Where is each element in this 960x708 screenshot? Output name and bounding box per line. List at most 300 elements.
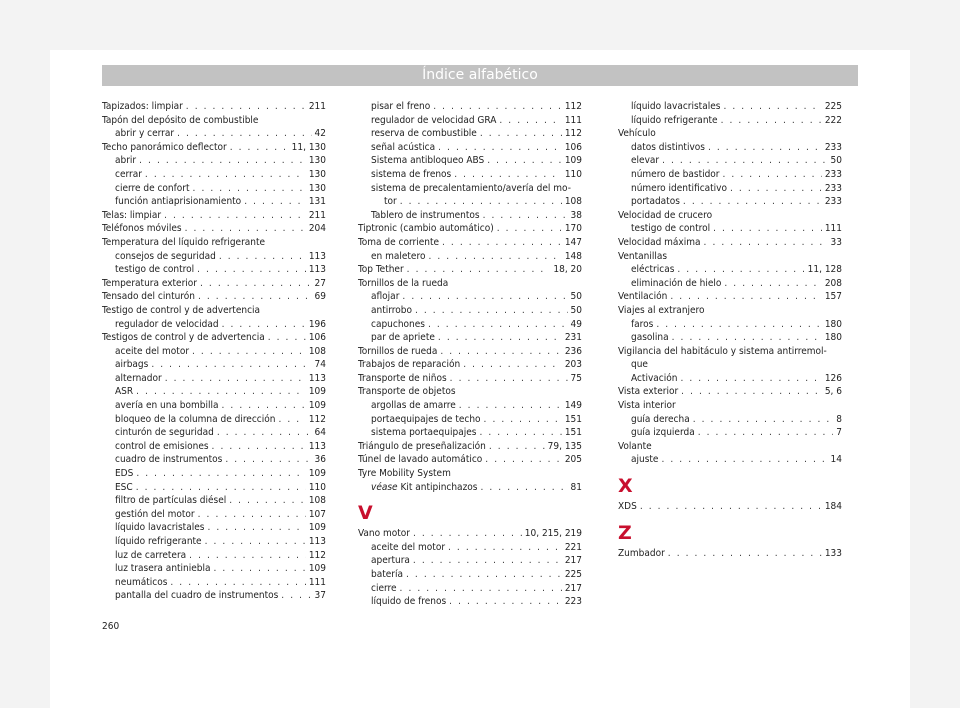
dot-leader xyxy=(450,372,568,386)
dot-leader xyxy=(139,154,306,168)
index-entry xyxy=(102,535,326,549)
index-entry-term: tor xyxy=(384,196,397,208)
dot-leader xyxy=(704,236,828,250)
index-heading: Ventanillas xyxy=(618,250,668,262)
index-entry-page: 113 xyxy=(308,440,326,452)
index-entry-page: 180 xyxy=(824,318,842,330)
dot-leader xyxy=(415,304,568,318)
index-entry-term: gestión del motor xyxy=(115,508,195,520)
index-entry-page: 5, 6 xyxy=(824,386,842,398)
index-entry xyxy=(618,263,842,277)
index-entry xyxy=(102,481,326,495)
index-heading: Velocidad de crucero xyxy=(618,209,713,221)
index-column-3 xyxy=(618,100,842,560)
dot-leader xyxy=(428,318,568,332)
index-entry-page: 133 xyxy=(824,547,842,559)
dot-leader xyxy=(483,209,568,223)
dot-leader xyxy=(198,508,306,522)
index-entry-term: consejos de seguridad xyxy=(115,250,216,262)
index-entry xyxy=(102,467,326,481)
index-entry xyxy=(102,508,326,522)
index-entry-term: Zumbador xyxy=(618,547,665,559)
dot-leader xyxy=(683,195,822,209)
dot-leader xyxy=(230,141,289,155)
dot-leader xyxy=(402,290,567,304)
index-entry-term xyxy=(371,481,477,495)
index-entry xyxy=(618,182,842,196)
index-entry-term: abrir y cerrar xyxy=(115,128,175,140)
index-heading: Temperatura del líquido refrigerante xyxy=(102,236,266,248)
index-entry-term: líquido lavacristales xyxy=(631,101,721,112)
dot-leader xyxy=(442,236,562,250)
header-title: Índice alfabético xyxy=(422,67,538,83)
dot-leader xyxy=(200,277,312,291)
index-entry-page: 233 xyxy=(824,182,842,194)
index-entry xyxy=(102,250,326,264)
index-entry-term: líquido refrigerante xyxy=(115,536,202,547)
index-entry xyxy=(618,547,842,561)
index-entry-page: 126 xyxy=(824,372,842,384)
index-entry-term: ajuste xyxy=(631,454,659,466)
index-entry-term: regulador de velocidad GRA xyxy=(371,114,497,126)
index-entry-term: Toma de corriente xyxy=(358,236,440,248)
index-entry xyxy=(618,331,842,345)
dot-leader xyxy=(485,453,562,467)
index-entry-term: líquido lavacristales xyxy=(115,522,205,534)
dot-leader xyxy=(164,209,306,223)
index-entry xyxy=(102,589,326,603)
index-entry-term: Trabajos de reparación xyxy=(358,359,461,371)
index-entry-term: Techo panorámico deflector xyxy=(102,141,227,153)
index-entry-term: datos distintivos xyxy=(631,141,705,153)
index-entry xyxy=(102,154,326,168)
dot-leader xyxy=(724,277,821,291)
dot-leader xyxy=(497,222,562,236)
index-entry-term: eléctricas xyxy=(631,264,675,276)
index-entry-page: 149 xyxy=(564,400,582,412)
index-entry-term: número de bastidor xyxy=(631,168,720,180)
index-entry-term: avería en una bombilla xyxy=(115,400,219,412)
index-entry-page: 27 xyxy=(314,277,326,289)
dot-leader xyxy=(672,331,822,345)
index-entry-term: Transporte de niños xyxy=(358,372,447,384)
index-entry-page: 113 xyxy=(308,372,326,384)
dot-leader xyxy=(189,549,306,563)
index-entry-term: batería xyxy=(371,569,403,580)
dot-leader xyxy=(479,426,561,440)
index-entry xyxy=(102,521,326,535)
index-section-letter: Z xyxy=(618,521,632,544)
dot-leader xyxy=(681,385,822,399)
index-entry-page: 203 xyxy=(564,359,582,371)
index-entry-term: líquido refrigerante xyxy=(631,114,718,126)
dot-leader xyxy=(480,481,567,495)
index-entry xyxy=(618,154,842,168)
index-section-letter: V xyxy=(358,502,373,525)
index-section-letter: X xyxy=(618,475,633,498)
index-entry-term: sistema portaequipajes xyxy=(371,427,477,439)
index-entry-page: 42 xyxy=(314,128,326,140)
index-entry-page: 225 xyxy=(824,101,842,112)
dot-leader xyxy=(670,290,822,304)
dot-leader xyxy=(484,413,562,427)
index-entry-page: 11, 128 xyxy=(807,264,842,276)
index-entry-page: 14 xyxy=(830,454,842,466)
index-entry-term: aceite del motor xyxy=(115,345,190,357)
dot-leader xyxy=(661,453,827,467)
index-entry xyxy=(618,114,842,128)
index-entry-term: portadatos xyxy=(631,196,680,208)
index-entry-page: 217 xyxy=(564,582,582,594)
dot-leader xyxy=(433,100,562,114)
index-entry xyxy=(102,426,326,440)
index-entry-term: reserva de combustible xyxy=(371,128,477,140)
index-entry xyxy=(358,236,582,250)
index-entry-page: 110 xyxy=(308,481,326,493)
index-entry-page: 111 xyxy=(824,223,842,235)
index-entry xyxy=(358,127,582,141)
index-entry xyxy=(358,141,582,155)
index-column-1 xyxy=(102,100,326,603)
index-entry-page: 109 xyxy=(308,563,326,575)
index-entry-page: 130 xyxy=(308,168,326,180)
index-entry-term: Tornillos de rueda xyxy=(358,345,438,357)
index-entry-term: Tensado del cinturón xyxy=(102,291,195,303)
index-entry xyxy=(358,595,582,609)
index-heading: que xyxy=(631,359,648,371)
dot-leader xyxy=(177,127,311,141)
index-entry xyxy=(358,440,582,454)
dot-leader xyxy=(136,385,306,399)
dot-leader xyxy=(205,535,306,549)
index-entry-term: cierre xyxy=(371,582,397,594)
index-entry xyxy=(358,568,582,582)
index-entry-term: bloqueo de la columna de dirección xyxy=(115,413,276,425)
index-entry-term: cuadro de instrumentos xyxy=(115,454,223,466)
index-entry xyxy=(618,222,842,236)
index-entry-page: 50 xyxy=(830,155,842,167)
index-entry-page: 18, 20 xyxy=(553,264,582,276)
index-entry xyxy=(358,168,582,182)
dot-leader xyxy=(222,399,306,413)
index-entry-page: 131 xyxy=(308,196,326,208)
index-heading: Testigo de control y de advertencia xyxy=(102,304,261,316)
dot-leader xyxy=(662,154,827,168)
index-entry xyxy=(102,372,326,386)
index-entry xyxy=(358,399,582,413)
index-see-reference: véase xyxy=(371,481,398,493)
dot-leader xyxy=(713,222,822,236)
index-entry-page: 205 xyxy=(564,454,582,466)
dot-leader xyxy=(677,263,804,277)
index-entry-term: regulador de velocidad xyxy=(115,318,219,330)
dot-leader xyxy=(214,562,306,576)
index-entry xyxy=(618,318,842,332)
index-entry-page: 109 xyxy=(308,468,326,480)
index-entry-page: 221 xyxy=(564,541,582,553)
index-entry xyxy=(358,453,582,467)
index-heading: Tornillos de la rueda xyxy=(358,277,449,289)
index-entry xyxy=(618,141,842,155)
index-entry xyxy=(102,263,326,277)
index-entry xyxy=(618,385,842,399)
index-entry-term: alternador xyxy=(115,372,162,384)
index-entry-term: Túnel de lavado automático xyxy=(358,454,483,466)
index-entry xyxy=(102,345,326,359)
index-entry-page: 74 xyxy=(314,359,326,371)
dot-leader xyxy=(463,358,562,372)
index-entry-term: número identificativo xyxy=(631,182,728,194)
index-entry-page: 112 xyxy=(564,101,582,112)
index-entry xyxy=(618,168,842,182)
dot-leader xyxy=(438,141,562,155)
dot-leader xyxy=(428,250,561,264)
dot-leader xyxy=(185,222,306,236)
index-entry-page: 50 xyxy=(570,291,582,303)
index-entry-term: Triángulo de preseñalización xyxy=(358,440,486,452)
index-entry-term: función antiaprisionamiento xyxy=(115,196,242,208)
dot-leader xyxy=(499,114,561,128)
index-entry-term: luz trasera antiniebla xyxy=(115,563,211,575)
index-heading: Vigilancia del habitáculo y sistema antirremol- xyxy=(618,345,827,357)
index-entry-page: 184 xyxy=(824,501,842,513)
index-entry-term: eliminación de hielo xyxy=(631,277,722,289)
index-entry-page: 64 xyxy=(314,427,326,439)
dot-leader xyxy=(400,195,562,209)
index-entry-term: capuchones xyxy=(371,318,425,330)
index-entry-page: 196 xyxy=(308,318,326,330)
page-header xyxy=(102,65,858,86)
index-entry-page: 37 xyxy=(314,590,326,602)
index-entry-page: 110 xyxy=(564,168,582,180)
index-entry-page: 107 xyxy=(308,508,326,520)
index-entry-page: 113 xyxy=(308,536,326,547)
dot-leader xyxy=(480,127,562,141)
index-entry-page: 106 xyxy=(308,332,326,344)
index-entry xyxy=(618,413,842,427)
index-entry xyxy=(102,358,326,372)
dot-leader xyxy=(723,168,822,182)
index-entry-page: 106 xyxy=(564,141,582,153)
index-entry-term: Teléfonos móviles xyxy=(102,223,182,235)
index-entry xyxy=(358,358,582,372)
index-entry-page: 233 xyxy=(824,196,842,208)
index-entry xyxy=(102,331,326,345)
dot-leader xyxy=(698,426,834,440)
index-entry-page: 236 xyxy=(564,345,582,357)
index-entry-term: ESC xyxy=(115,481,133,493)
index-entry-term: líquido de frenos xyxy=(371,596,447,608)
index-entry xyxy=(102,182,326,196)
index-entry-term: Tablero de instrumentos xyxy=(371,209,480,221)
index-entry-term: ASR xyxy=(115,386,134,398)
index-entry xyxy=(358,481,582,495)
index-entry-page: 8 xyxy=(836,413,842,425)
dot-leader xyxy=(413,527,522,541)
index-entry xyxy=(102,318,326,332)
index-entry-term: faros xyxy=(631,318,654,330)
dot-leader xyxy=(186,100,306,114)
index-entry-page: 148 xyxy=(564,250,582,262)
index-entry xyxy=(618,500,842,514)
dot-leader xyxy=(244,195,306,209)
dot-leader xyxy=(438,331,562,345)
index-entry-page: 151 xyxy=(564,427,582,439)
index-entry xyxy=(102,277,326,291)
dot-leader xyxy=(151,358,311,372)
dot-leader xyxy=(440,345,561,359)
dot-leader xyxy=(217,426,312,440)
index-entry xyxy=(618,277,842,291)
index-entry-page: 204 xyxy=(308,223,326,235)
index-entry-page: 225 xyxy=(564,569,582,580)
dot-leader xyxy=(145,168,306,182)
index-entry xyxy=(102,453,326,467)
index-entry-term: abrir xyxy=(115,155,137,167)
page-number: 260 xyxy=(102,621,120,632)
dot-leader xyxy=(278,413,305,427)
dot-leader xyxy=(192,345,306,359)
dot-leader xyxy=(229,494,306,508)
index-entry xyxy=(102,440,326,454)
index-entry-page: 170 xyxy=(564,223,582,235)
index-entry-page: 130 xyxy=(308,155,326,167)
dot-leader xyxy=(708,141,822,155)
dot-leader xyxy=(212,440,306,454)
index-entry-term: guía derecha xyxy=(631,413,690,425)
index-entry-text: Kit antipinchazos xyxy=(400,481,478,493)
index-entry xyxy=(358,372,582,386)
index-entry-term: Tapizados: limpiar xyxy=(102,101,183,112)
index-entry xyxy=(358,222,582,236)
index-entry-page: 109 xyxy=(308,400,326,412)
index-entry xyxy=(358,331,582,345)
index-entry-term: en maletero xyxy=(371,250,426,262)
index-entry xyxy=(358,250,582,264)
index-entry-term: sistema de frenos xyxy=(371,168,452,180)
index-entry xyxy=(102,413,326,427)
index-entry xyxy=(358,290,582,304)
index-entry xyxy=(358,263,582,277)
index-entry-page: 108 xyxy=(564,196,582,208)
index-entry-term: Vista exterior xyxy=(618,386,679,398)
index-entry-term: gasolina xyxy=(631,332,669,344)
index-entry xyxy=(102,399,326,413)
dot-leader xyxy=(680,372,821,386)
dot-leader xyxy=(281,589,311,603)
dot-leader xyxy=(136,467,306,481)
index-entry-page: 217 xyxy=(564,555,582,567)
index-entry-page: 109 xyxy=(308,522,326,534)
index-entry-term: pisar el freno xyxy=(371,101,431,112)
index-heading: Transporte de objetos xyxy=(358,386,456,398)
index-entry-page: 111 xyxy=(564,114,582,126)
index-entry-page: 208 xyxy=(824,277,842,289)
index-entry-page: 33 xyxy=(830,236,842,248)
index-entry-term: apertura xyxy=(371,555,410,567)
index-entry-term: elevar xyxy=(631,155,660,167)
index-entry-term: cinturón de seguridad xyxy=(115,427,214,439)
index-entry xyxy=(358,114,582,128)
index-entry xyxy=(102,290,326,304)
index-entry-term: Temperatura exterior xyxy=(102,277,197,289)
index-entry xyxy=(358,209,582,223)
index-entry-page: 109 xyxy=(564,155,582,167)
index-entry xyxy=(358,304,582,318)
index-entry-term: filtro de partículas diésel xyxy=(115,495,227,507)
index-heading: sistema de precalentamiento/avería del mo- xyxy=(371,182,571,194)
index-entry-page: 79, 135 xyxy=(547,440,582,452)
index-entry xyxy=(358,413,582,427)
dot-leader xyxy=(721,114,822,128)
index-entry xyxy=(102,209,326,223)
index-entry-page: 75 xyxy=(570,372,582,384)
index-entry-page: 111 xyxy=(308,576,326,588)
index-entry xyxy=(358,426,582,440)
index-entry-term: Top Tether xyxy=(358,264,404,276)
index-entry-term: argollas de amarre xyxy=(371,400,456,412)
index-entry xyxy=(102,562,326,576)
index-entry-term: cierre de confort xyxy=(115,182,190,194)
index-entry xyxy=(102,385,326,399)
index-entry-page: 233 xyxy=(824,141,842,153)
index-entry-term: Tiptronic (cambio automático) xyxy=(358,223,494,235)
dot-leader xyxy=(222,318,306,332)
index-heading: Vehículo xyxy=(618,128,656,140)
index-entry-term: guía izquierda xyxy=(631,427,695,439)
index-entry xyxy=(618,290,842,304)
index-entry-term: Ventilación xyxy=(618,291,668,303)
index-entry-page: 113 xyxy=(308,264,326,276)
index-heading: Viajes al extranjero xyxy=(618,304,705,316)
index-entry-page: 231 xyxy=(564,332,582,344)
index-entry-page: 38 xyxy=(570,209,582,221)
index-entry-page: 109 xyxy=(308,386,326,398)
index-heading: Volante xyxy=(618,440,652,452)
index-entry-page: 180 xyxy=(824,332,842,344)
index-entry xyxy=(358,195,582,209)
index-entry-term: Activación xyxy=(631,372,678,384)
index-entry xyxy=(102,141,326,155)
index-entry xyxy=(102,494,326,508)
index-entry-term: Velocidad máxima xyxy=(618,236,701,248)
index-entry xyxy=(102,127,326,141)
dot-leader xyxy=(407,263,551,277)
dot-leader xyxy=(459,399,562,413)
index-entry-term: Testigos de control y de advertencia xyxy=(102,332,265,344)
dot-leader xyxy=(487,154,562,168)
index-entry-page: 157 xyxy=(824,291,842,303)
dot-leader xyxy=(489,440,545,454)
index-heading: Vista interior xyxy=(618,400,676,412)
index-entry-page: 11, 130 xyxy=(291,141,326,153)
index-entry-term: aflojar xyxy=(371,291,400,303)
dot-leader xyxy=(406,568,562,582)
index-entry-term: testigo de control xyxy=(115,264,195,276)
index-column-2 xyxy=(358,100,582,609)
index-entry-page: 81 xyxy=(570,481,582,493)
dot-leader xyxy=(730,182,822,196)
index-entry-term: XDS xyxy=(618,501,637,513)
dot-leader xyxy=(219,250,306,264)
dot-leader xyxy=(668,547,822,561)
index-entry-term: portaequipajes de techo xyxy=(371,413,481,425)
index-entry-page: 112 xyxy=(308,549,326,561)
index-entry xyxy=(102,576,326,590)
index-entry xyxy=(358,554,582,568)
index-entry xyxy=(102,195,326,209)
index-entry-term: airbags xyxy=(115,359,149,371)
